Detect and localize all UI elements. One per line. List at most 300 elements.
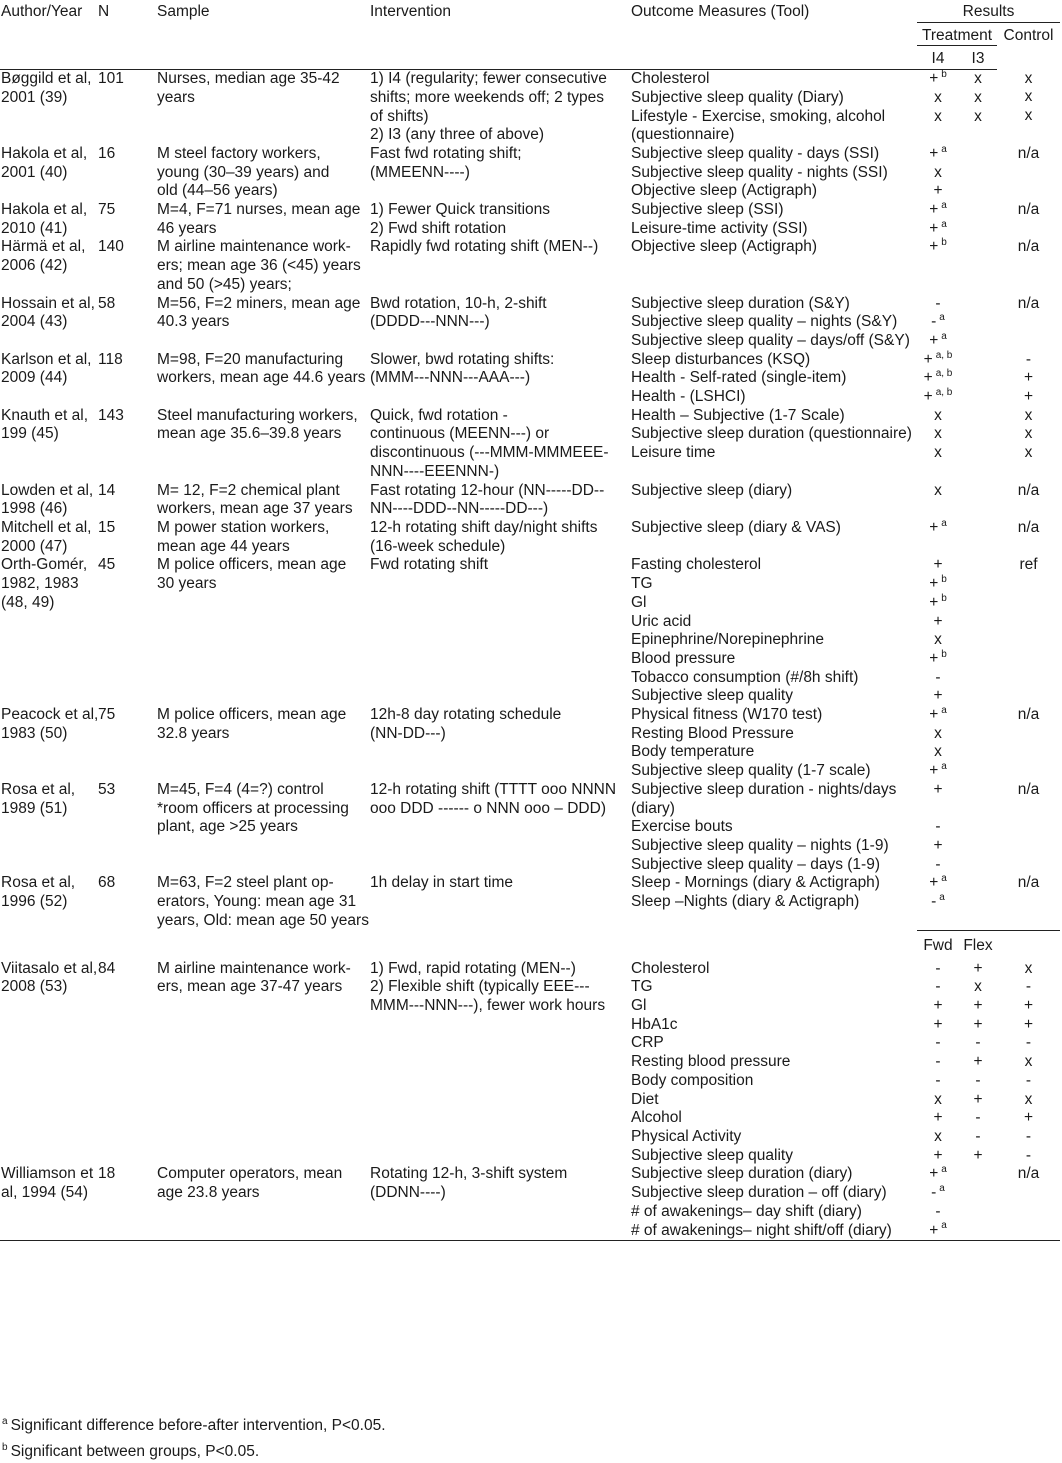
spacer (917, 126, 959, 145)
significance-mark: b (941, 68, 947, 80)
sample-line: Steel manufacturing workers, (157, 406, 358, 424)
result-symbol: + (933, 780, 943, 798)
outcome-measure: TG (631, 575, 653, 593)
result-value (997, 295, 1060, 314)
result-value (917, 1128, 959, 1147)
treatment-1-cell (917, 351, 959, 407)
result-symbol: - (935, 818, 941, 836)
outcome-cell (631, 519, 917, 556)
n-value: 18 (98, 1165, 116, 1183)
result-value (997, 650, 1060, 669)
author-cell (0, 295, 98, 351)
intervention-cell (370, 145, 631, 201)
spacer (917, 800, 959, 819)
intervention-cell (370, 519, 631, 556)
outcome-cell (631, 351, 917, 407)
significance-mark: a, b (935, 368, 953, 380)
significance-mark: a (941, 1164, 947, 1176)
result-symbol: + (929, 144, 939, 162)
outcome-measure: Leisure time (631, 444, 716, 462)
result-symbol: x (934, 406, 942, 424)
result-value (959, 1184, 997, 1203)
header-intervention: Intervention (370, 3, 451, 20)
result-value (959, 725, 997, 744)
sample-line: age 23.8 years (157, 1184, 260, 1202)
outcome-cell (631, 706, 917, 781)
result-symbol: - (935, 1071, 941, 1089)
result-value (997, 1034, 1060, 1053)
treatment-1-cell (917, 482, 959, 519)
control-cell (997, 960, 1060, 1166)
result-value (959, 425, 997, 444)
author-line: 199 (45) (1, 425, 59, 443)
table-row (0, 1165, 1060, 1240)
author-cell (0, 201, 98, 238)
sample-line: M= 12, F=2 chemical plant (157, 481, 340, 499)
control-symbol: x (1024, 107, 1033, 125)
sample-cell (157, 238, 370, 294)
result-value (997, 960, 1060, 979)
control-symbol: n/a (1017, 144, 1040, 162)
intervention-cell (370, 70, 631, 145)
sample-line: Nurses, median age 35-42 (157, 70, 340, 88)
author-cell (0, 351, 98, 407)
sample-line: 46 years (157, 219, 217, 237)
n-cell (98, 482, 157, 519)
treatment-1-cell (917, 556, 959, 706)
result-value (959, 70, 997, 89)
sample-line: M power station workers, (157, 518, 330, 536)
outcome-measure: Exercise bouts (631, 818, 733, 836)
n-value: 84 (98, 959, 116, 977)
result-value (959, 164, 997, 183)
result-value (917, 706, 959, 725)
n-value: 45 (98, 556, 116, 574)
sample-cell (157, 351, 370, 407)
sample-line: M police officers, mean age (157, 556, 347, 574)
n-cell (98, 201, 157, 238)
result-value (959, 1203, 997, 1222)
author-line: 2000 (47) (1, 537, 68, 555)
n-cell (98, 874, 157, 930)
result-value (959, 1128, 997, 1147)
result-value (997, 145, 1060, 164)
table-row (0, 781, 1060, 875)
control-symbol: - (1025, 1071, 1032, 1089)
outcome-measure: Epinephrine/Norepinephrine (631, 631, 825, 649)
outcome-measure: Subjective sleep quality – days/off (S&Y) (631, 331, 910, 349)
footnote-text: Significant difference before-after intervention, P<0.05. (10, 1417, 386, 1435)
result-value (959, 1109, 997, 1128)
result-value (959, 893, 997, 912)
result-value (959, 407, 997, 426)
n-value: 58 (98, 294, 116, 312)
result-value (959, 220, 997, 239)
result-value (997, 107, 1060, 126)
n-value: 16 (98, 144, 116, 162)
result-symbol: - (975, 1127, 981, 1145)
significance-mark: b (941, 237, 947, 249)
header-n: N (98, 3, 110, 20)
result-value (959, 1034, 997, 1053)
header-sample: Sample (157, 3, 210, 20)
outcome-measure: Gl (631, 997, 647, 1015)
result-value (997, 818, 1060, 837)
result-symbol: + (929, 70, 939, 88)
control-symbol: - (1025, 1127, 1032, 1145)
significance-mark: a (939, 312, 945, 324)
result-value (997, 201, 1060, 220)
header-row-3 (0, 46, 1060, 70)
result-value (959, 369, 997, 388)
result-value (959, 1147, 997, 1166)
author-line: (48, 49) (1, 593, 55, 611)
outcome-measure: Subjective sleep duration - nights/days (631, 780, 897, 798)
sample-line: workers, mean age 37 years (157, 500, 353, 518)
significance-mark: a (941, 760, 947, 772)
result-value (997, 1072, 1060, 1091)
intervention-line: Fast fwd rotating shift; (370, 144, 522, 162)
sample-line: M=56, F=2 miners, mean age (157, 294, 361, 312)
n-cell (98, 519, 157, 556)
spacer (997, 800, 1060, 819)
result-value (917, 650, 959, 669)
control-cell (997, 295, 1060, 351)
result-value (917, 89, 959, 108)
control-cell (997, 201, 1060, 238)
control-symbol: x (1024, 69, 1033, 87)
result-symbol: + (973, 1146, 983, 1164)
header-sub-fwd: Fwd (917, 930, 959, 959)
result-value (917, 182, 959, 201)
result-symbol: x (934, 444, 942, 462)
result-symbol: x (974, 70, 982, 88)
table-row (0, 706, 1060, 781)
control-symbol: n/a (1017, 238, 1040, 256)
outcome-measure: Subjective sleep duration (diary) (631, 1165, 853, 1183)
outcome-measure: Sleep disturbances (KSQ) (631, 350, 811, 368)
result-value (997, 70, 1060, 89)
control-cell (997, 519, 1060, 556)
intervention-cell (370, 407, 631, 482)
outcome-cell (631, 874, 917, 930)
result-value (917, 1091, 959, 1110)
result-value (997, 874, 1060, 893)
author-cell (0, 407, 98, 482)
intervention-line: 1) I4 (regularity; fewer consecutive (370, 70, 607, 88)
control-symbol: x (1024, 425, 1033, 443)
outcome-measure: Subjective sleep quality (1-7 scale) (631, 762, 871, 780)
significance-mark: a (941, 1220, 947, 1232)
n-cell (98, 556, 157, 706)
outcome-measure: Alcohol (631, 1109, 682, 1127)
author-cell (0, 706, 98, 781)
result-value (959, 706, 997, 725)
intervention-line: 2) Fwd shift rotation (370, 219, 507, 237)
sample-line: erators, Young: mean age 31 (157, 893, 357, 911)
result-value (959, 594, 997, 613)
sample-cell (157, 145, 370, 201)
n-value: 101 (98, 70, 124, 88)
result-value (917, 762, 959, 781)
result-symbol: - (935, 294, 941, 312)
result-value (959, 631, 997, 650)
outcome-measure: Health - (LSHCI) (631, 388, 746, 406)
author-line: 2001 (39) (1, 88, 68, 106)
table-row (0, 295, 1060, 351)
significance-mark: b (941, 592, 947, 604)
author-line: Hakola et al, (1, 144, 88, 162)
control-cell (997, 874, 1060, 930)
outcome-measure: Uric acid (631, 612, 692, 630)
intervention-line: Fast rotating 12-hour (NN-----DD-- (370, 481, 605, 499)
result-value (997, 687, 1060, 706)
outcome-measure: Subjective sleep quality – nights (1-9) (631, 836, 889, 854)
result-value (917, 70, 959, 89)
treatment-2-cell (959, 201, 997, 238)
author-cell (0, 482, 98, 519)
footnotes (2, 1411, 386, 1463)
intervention-line: (DDDD---NNN---) (370, 313, 490, 331)
result-value (997, 1203, 1060, 1222)
results-table (0, 3, 1060, 1241)
n-cell (98, 781, 157, 875)
control-cell (997, 407, 1060, 482)
n-cell (98, 145, 157, 201)
sample-cell (157, 874, 370, 930)
result-symbol: + (933, 1146, 943, 1164)
intervention-line: Slower, bwd rotating shifts: (370, 350, 555, 368)
sample-line: mean age 44 years (157, 537, 290, 555)
result-symbol: + (923, 369, 933, 387)
author-cell (0, 781, 98, 875)
author-line: Orth-Gomér, (1, 556, 88, 574)
result-value (997, 332, 1060, 351)
result-value (997, 482, 1060, 501)
outcome-measure: Subjective sleep quality - nights (SSI) (631, 163, 888, 181)
sample-cell (157, 706, 370, 781)
control-cell (997, 145, 1060, 201)
result-symbol: x (934, 1090, 942, 1108)
author-line: 2010 (41) (1, 219, 68, 237)
result-value (917, 519, 959, 538)
result-symbol: + (929, 331, 939, 349)
significance-mark: a (941, 330, 947, 342)
result-symbol: x (934, 163, 942, 181)
control-cell (997, 1165, 1060, 1240)
result-value (959, 556, 997, 575)
result-symbol: - (931, 1184, 937, 1202)
result-value (997, 743, 1060, 762)
treatment-2-cell (959, 519, 997, 556)
outcome-measure: Physical Activity (631, 1127, 742, 1145)
header-row-2 (0, 22, 1060, 46)
outcome-cell (631, 482, 917, 519)
table-row (0, 70, 1060, 145)
outcome-measure: # of awakenings– night shift/off (diary) (631, 1221, 892, 1239)
result-value (959, 687, 997, 706)
n-value: 143 (98, 406, 124, 424)
intervention-cell (370, 351, 631, 407)
outcome-cell (631, 238, 917, 294)
result-value (959, 669, 997, 688)
n-value: 68 (98, 874, 116, 892)
sample-cell (157, 556, 370, 706)
treatment-2-cell (959, 482, 997, 519)
result-value (959, 388, 997, 407)
sample-line: ers; mean age 36 (<45) years (157, 257, 361, 275)
intervention-cell (370, 482, 631, 519)
sample-cell (157, 1165, 370, 1240)
table-row (0, 238, 1060, 294)
sample-line: M=63, F=2 steel plant op- (157, 874, 334, 892)
intervention-cell (370, 201, 631, 238)
result-symbol: - (975, 1071, 981, 1089)
table-row (0, 351, 1060, 407)
intervention-line: 1) Fwd, rapid rotating (MEN--) (370, 959, 576, 977)
outcome-measure: CRP (631, 1034, 664, 1052)
treatment-2-cell (959, 295, 997, 351)
result-value (917, 220, 959, 239)
result-value (997, 88, 1060, 107)
intervention-cell (370, 556, 631, 706)
result-value (997, 444, 1060, 463)
author-line: Bøggild et al, (1, 70, 92, 88)
table-row (0, 482, 1060, 519)
author-line: 1983 (50) (1, 724, 68, 742)
author-line: Knauth et al, (1, 406, 89, 424)
outcome-measure: Subjective sleep quality (Diary) (631, 88, 844, 106)
result-value (917, 407, 959, 426)
result-symbol: x (934, 107, 942, 125)
significance-mark: a (941, 218, 947, 230)
result-value (917, 164, 959, 183)
result-symbol: + (929, 706, 939, 724)
outcome-measure: Health - Self-rated (single-item) (631, 369, 847, 387)
outcome-measure: Subjective sleep quality (631, 1146, 793, 1164)
outcome-measure: # of awakenings– day shift (diary) (631, 1202, 862, 1220)
result-value (997, 781, 1060, 800)
footnote-a (2, 1411, 386, 1437)
outcome-measure: Sleep - Mornings (diary & Actigraph) (631, 874, 880, 892)
treatment-2-cell (959, 556, 997, 706)
outcome-measure: (questionnaire) (631, 126, 735, 144)
outcome-cell (631, 407, 917, 482)
control-symbol: + (1023, 997, 1034, 1015)
n-cell (98, 1165, 157, 1240)
control-symbol: x (1024, 1090, 1033, 1108)
sample-line: *room officers at processing (157, 799, 349, 817)
outcome-measure: Resting blood pressure (631, 1053, 791, 1071)
result-value (997, 669, 1060, 688)
result-value (997, 893, 1060, 912)
result-symbol: - (935, 855, 941, 873)
result-symbol: x (934, 724, 942, 742)
intervention-line: Quick, fwd rotation - (370, 406, 508, 424)
n-cell (98, 351, 157, 407)
sample-cell (157, 960, 370, 1166)
result-value (997, 220, 1060, 239)
control-symbol: x (1024, 444, 1033, 462)
result-value (959, 960, 997, 979)
n-cell (98, 706, 157, 781)
significance-mark: a (941, 199, 947, 211)
treatment-2-cell (959, 874, 997, 930)
significance-mark: b (941, 648, 947, 660)
result-value (997, 837, 1060, 856)
control-symbol: - (1025, 978, 1032, 996)
result-symbol: - (931, 313, 937, 331)
result-symbol: + (929, 1165, 939, 1183)
author-cell (0, 1165, 98, 1240)
result-symbol: x (934, 743, 942, 761)
header-control: Control (1003, 26, 1054, 44)
result-value (959, 762, 997, 781)
result-value (959, 613, 997, 632)
result-value (997, 1147, 1060, 1166)
header-outcome: Outcome Measures (Tool) (631, 3, 810, 20)
result-symbol: + (923, 350, 933, 368)
control-symbol: n/a (1017, 780, 1040, 798)
control-symbol: + (1023, 1109, 1034, 1127)
sample-cell (157, 201, 370, 238)
outcome-cell (631, 556, 917, 706)
result-symbol: + (929, 762, 939, 780)
result-value (997, 997, 1060, 1016)
result-value (917, 201, 959, 220)
control-symbol: ref (1019, 556, 1038, 574)
result-value (959, 1053, 997, 1072)
result-value (959, 108, 997, 127)
control-symbol: x (1024, 959, 1033, 977)
result-value (917, 388, 959, 407)
result-value (917, 1184, 959, 1203)
result-value (997, 238, 1060, 257)
treatment-2-cell (959, 407, 997, 482)
result-symbol: + (973, 1053, 983, 1071)
treatment-1-cell (917, 874, 959, 930)
intervention-line: (MMM---NNN---AAA---) (370, 369, 531, 387)
result-value (917, 893, 959, 912)
result-value (997, 1053, 1060, 1072)
outcome-cell (631, 1165, 917, 1240)
outcome-measure: Subjective sleep duration – off (diary) (631, 1184, 887, 1202)
control-symbol: + (1023, 388, 1034, 406)
intervention-line: (NN-DD---) (370, 724, 446, 742)
result-value (997, 1222, 1060, 1241)
outcome-cell (631, 201, 917, 238)
author-line: 1996 (52) (1, 893, 68, 911)
result-value (959, 1091, 997, 1110)
intervention-cell (370, 874, 631, 930)
control-symbol: x (1024, 406, 1033, 424)
sample-line: Computer operators, mean (157, 1165, 343, 1183)
result-symbol: x (934, 631, 942, 649)
result-value (959, 295, 997, 314)
sample-cell (157, 295, 370, 351)
intervention-line: NNN----EEENNN-) (370, 462, 500, 480)
spacer (959, 800, 997, 819)
outcome-measure: Subjective sleep duration (S&Y) (631, 294, 850, 312)
result-value (917, 874, 959, 893)
significance-mark: a, b (935, 386, 953, 398)
result-value (917, 725, 959, 744)
result-symbol: + (973, 1015, 983, 1033)
treatment-1-cell (917, 145, 959, 201)
outcome-measure: Subjective sleep duration (questionnaire) (631, 425, 912, 443)
result-value (959, 444, 997, 463)
sample-line: old (44–56 years) (157, 182, 278, 200)
